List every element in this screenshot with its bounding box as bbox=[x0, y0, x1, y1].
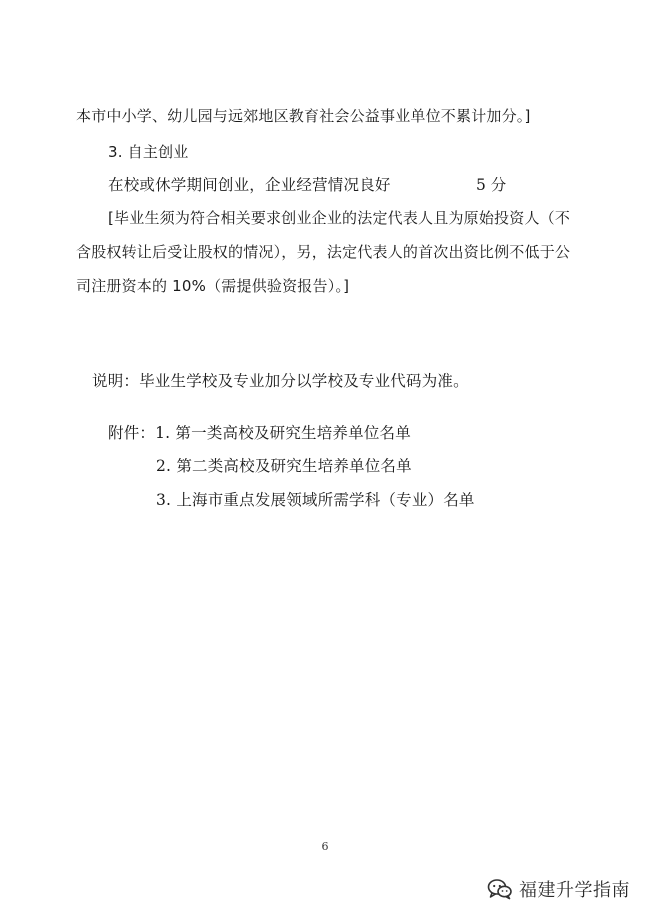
criteria-score: 5 分 bbox=[476, 176, 507, 194]
wechat-icon bbox=[487, 878, 513, 900]
attachment-item: 附件：1. 第一类高校及研究生培养单位名单 bbox=[108, 424, 411, 442]
page-number: 6 bbox=[321, 840, 329, 853]
note-line: 说明：毕业生学校及专业加分以学校及专业代码为准。 bbox=[92, 372, 469, 390]
paragraph-line: [毕业生须为符合相关要求创业企业的法定代表人且为原始投资人（不 bbox=[108, 209, 571, 227]
criteria-line: 在校或休学期间创业，企业经营情况良好 bbox=[108, 176, 391, 194]
watermark bbox=[487, 876, 630, 902]
section-heading: 3. 自主创业 bbox=[108, 143, 189, 161]
paragraph-line: 本市中小学、幼儿园与远郊地区教育社会公益事业单位不累计加分。] bbox=[76, 107, 531, 125]
paragraph-line: 含股权转让后受让股权的情况），另，法定代表人的首次出资比例不低于公 bbox=[76, 243, 571, 261]
attachment-item: 3. 上海市重点发展领域所需学科（专业）名单 bbox=[156, 491, 475, 509]
attachment-item: 2. 第二类高校及研究生培养单位名单 bbox=[156, 457, 412, 475]
paragraph-line: 司注册资本的 10%（需提供验资报告）。] bbox=[76, 277, 350, 295]
watermark-text: 福建升学指南 bbox=[519, 880, 630, 901]
